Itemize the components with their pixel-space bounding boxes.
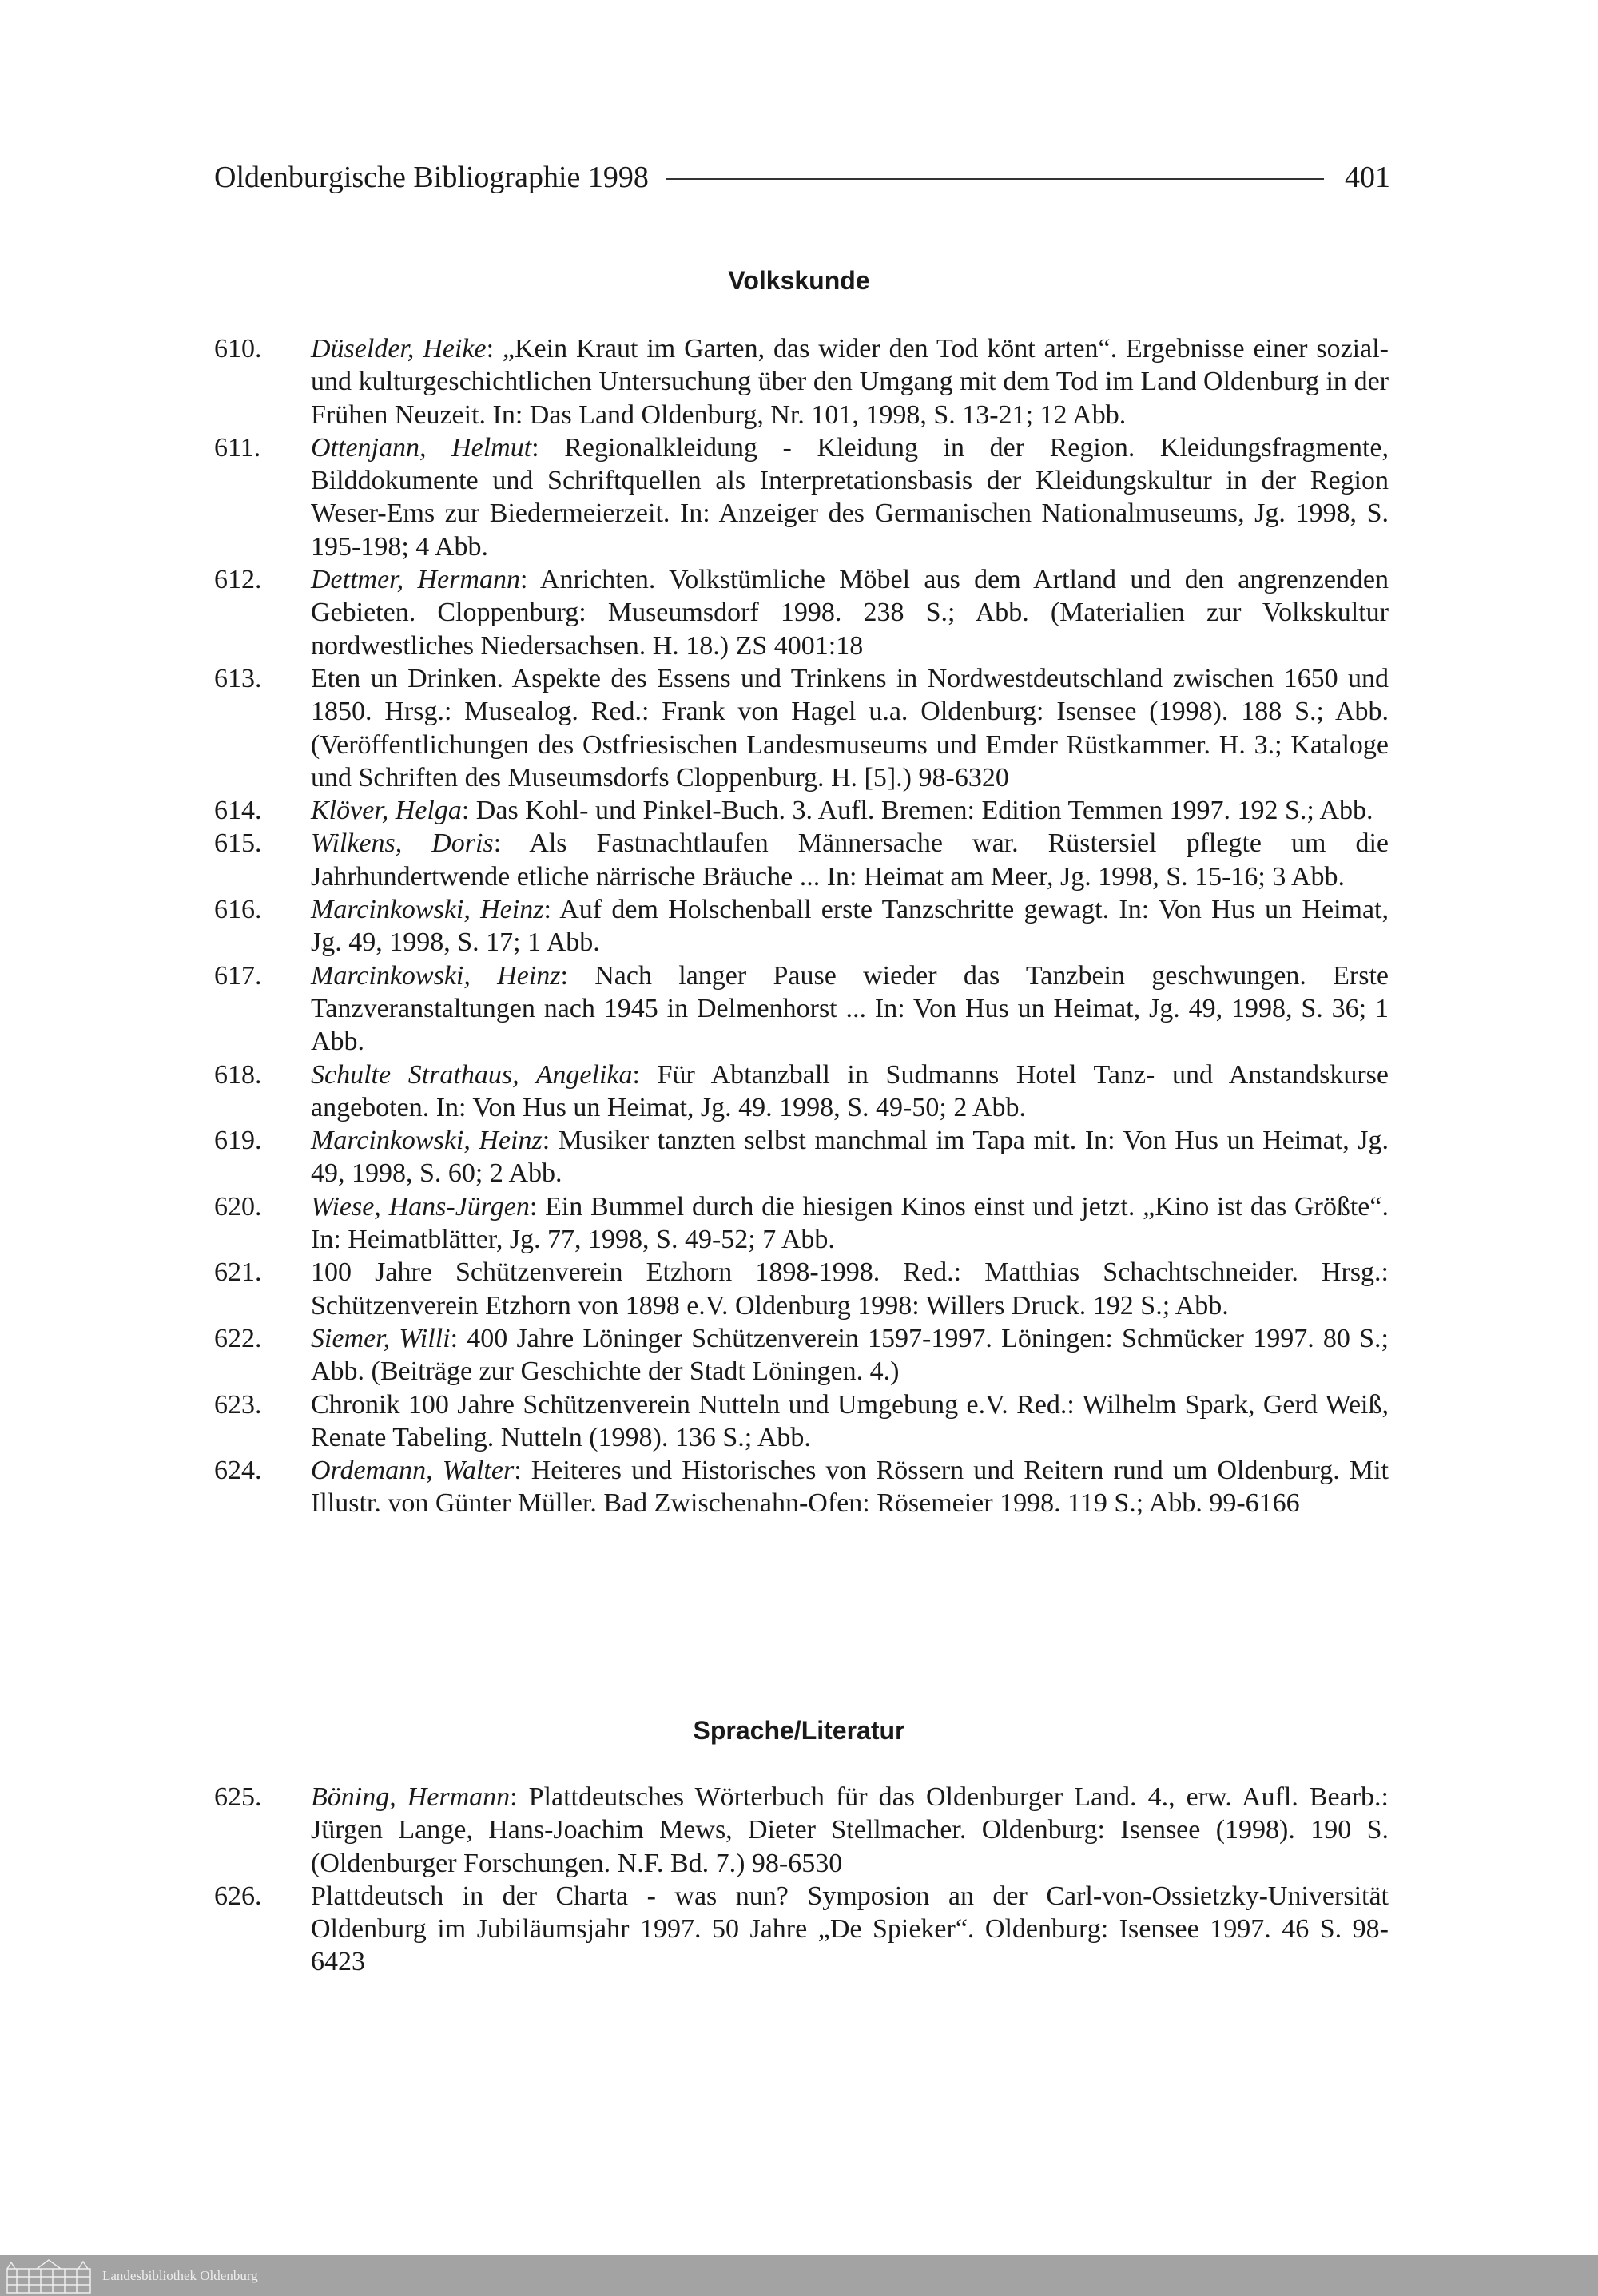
entry-author: Marcinkowski, Heinz	[311, 960, 561, 991]
entry-text	[311, 1322, 1389, 1388]
entry-author: Wilkens, Doris	[311, 828, 494, 859]
entry-text	[311, 1454, 1389, 1520]
bibliography-entry	[214, 1880, 1389, 1979]
entries-volkskunde	[214, 332, 1389, 1520]
entry-text	[311, 563, 1389, 662]
entry-body: : Regionalkleidung - Kleidung in der Region. Kleidungsfragmente, Bilddokumente und Schriftquellen als Interpretationsbasis der Kleidungskultur in der Region Weser-Ems zur Biedermeierzeit. In: Anzeiger des Germanischen Nationalmuseums, Jg. 1998, S. 195-198; 4 Abb.	[311, 432, 1389, 562]
entry-number: 617.	[214, 960, 262, 991]
entry-number: 616.	[214, 895, 262, 925]
entry-body: Chronik 100 Jahre Schützenverein Nutteln und Umgebung e.V. Red.: Wilhelm Spark, Gerd Weiß, Renate Tabeling. Nutteln (1998). 136 S.; Abb.	[311, 1389, 1389, 1452]
bibliography-entry	[214, 1322, 1389, 1388]
entry-number: 621.	[214, 1257, 262, 1288]
entry-text	[311, 1880, 1389, 1979]
entry-text	[311, 332, 1389, 431]
entry-number: 611.	[214, 432, 261, 463]
entry-body: : Für Abtanzball in Sudmanns Hotel Tanz- und Anstandskurse angeboten. In: Von Hus un Heimat, Jg. 49. 1998, S. 49-50; 2 Abb.	[311, 1059, 1389, 1122]
entry-body: : Heiteres und Historisches von Rössern und Reitern rund um Oldenburg. Mit Illustr. von Günter Müller. Bad Zwischenahn-Ofen: Rösemeier 1998. 119 S.; Abb. 99-6166	[311, 1456, 1389, 1519]
entry-body: : Musiker tanzten selbst manchmal im Tapa mit. In: Von Hus un Heimat, Jg. 49, 1998, S. 60; 2 Abb.	[311, 1126, 1389, 1189]
entry-number: 624.	[214, 1456, 262, 1486]
entry-body: : Plattdeutsches Wörterbuch für das Oldenburger Land. 4., erw. Aufl. Bearb.: Jürgen Lange, Hans-Joachim Mews, Dieter Stellmacher. Oldenburg: Isensee (1998). 190 S. (Oldenburger Forschungen. N.F. Bd. 7.) 98-6530	[311, 1782, 1389, 1878]
entry-text	[311, 827, 1389, 893]
entry-body: Eten un Drinken. Aspekte des Essens und Trinkens in Nordwestdeutschland zwischen 1650 und 1850. Hrsg.: Musealog. Red.: Frank von Hagel u.a. Oldenburg: Isensee (1998). 188 S.; Abb. (Veröffentlichungen des Ostfriesischen Landesmuseums und Emder Rüstkammer. H. 3.; Kataloge und Schriften des Museumsdorfs Cloppenburg. H. [5].) 98-6320	[311, 663, 1389, 792]
entry-number: 615.	[214, 828, 262, 859]
entry-text	[311, 1388, 1389, 1455]
entry-body: : Als Fastnachtlaufen Männersache war. Rüstersiel pflegte um die Jahrhundertwende etliche närrische Bräuche ... In: Heimat am Meer, Jg. 1998, S. 15-16; 3 Abb.	[311, 828, 1389, 892]
bibliography-entry	[214, 1190, 1389, 1257]
bibliography-entry	[214, 431, 1389, 563]
entry-author: Wiese, Hans-Jürgen	[311, 1191, 530, 1221]
entry-number: 612.	[214, 565, 262, 595]
entry-author: Siemer, Willi	[311, 1323, 451, 1353]
entries-sprache-literatur	[214, 1781, 1389, 1979]
page-number: 401	[1345, 161, 1390, 194]
entry-number: 613.	[214, 663, 262, 693]
running-header	[214, 160, 1390, 195]
entry-number: 625.	[214, 1782, 262, 1812]
entry-body: 100 Jahre Schützenverein Etzhorn 1898-1998. Red.: Matthias Schachtschneider. Hrsg.: Schützenverein Etzhorn von 1898 e.V. Oldenburg 1998: Willers Druck. 192 S.; Abb.	[311, 1257, 1389, 1321]
entry-author: Klöver, Helga	[311, 796, 462, 826]
entry-number: 623.	[214, 1389, 262, 1420]
entry-author: Düselder, Heike	[311, 334, 487, 363]
entry-number: 619.	[214, 1126, 262, 1156]
entry-body: : Das Kohl- und Pinkel-Buch. 3. Aufl. Bremen: Edition Temmen 1997. 192 S.; Abb.	[461, 796, 1373, 826]
bibliography-entry	[214, 794, 1389, 827]
entry-text	[311, 1190, 1389, 1257]
entry-text	[311, 959, 1389, 1059]
section-title-volkskunde: Volkskunde	[728, 266, 870, 295]
entry-text	[311, 1059, 1389, 1125]
entry-body: : Ein Bummel durch die hiesigen Kinos einst und jetzt. „Kino ist das Größte“. In: Heimatblätter, Jg. 77, 1998, S. 49-52; 7 Abb.	[311, 1191, 1389, 1255]
entry-author: Ottenjann, Helmut	[311, 432, 532, 463]
library-name: Landesbibliothek Oldenburg	[102, 2267, 258, 2283]
entry-text	[311, 794, 1389, 827]
entry-body: : Nach langer Pause wieder das Tanzbein geschwungen. Erste Tanzveranstaltungen nach 1945 in Delmenhorst ... In: Von Hus un Heimat, Jg. 49, 1998, S. 36; 1 Abb.	[311, 960, 1389, 1057]
entry-author: Dettmer, Hermann	[311, 565, 520, 595]
footer-bar	[0, 2255, 1598, 2296]
entry-number: 622.	[214, 1323, 262, 1353]
bibliography-entry	[214, 1256, 1389, 1322]
entry-body: Plattdeutsch in der Charta - was nun? Symposion an der Carl-von-Ossietzky-Universität Oldenburg im Jubiläumsjahr 1997. 50 Jahre „De Spieker“. Oldenburg: Isensee 1997. 46 S. 98-6423	[311, 1881, 1389, 1977]
bibliography-entry	[214, 1124, 1389, 1190]
entry-body: : Anrichten. Volkstümliche Möbel aus dem Artland und den angrenzenden Gebieten. Cloppenburg: Museumsdorf 1998. 238 S.; Abb. (Materialien zur Volkskultur nordwestliches Niedersachsen. H. 18.) ZS 4001:18	[311, 565, 1389, 661]
bibliography-entry	[214, 1059, 1389, 1125]
header-rule	[666, 178, 1324, 180]
bibliography-entry	[214, 893, 1389, 959]
entry-body: : 400 Jahre Löninger Schützenverein 1597-1997. Löningen: Schmücker 1997. 80 S.; Abb. (Beiträge zur Geschichte der Stadt Löningen. 4.)	[311, 1323, 1389, 1387]
header-title: Oldenburgische Bibliographie 1998	[214, 161, 649, 194]
entry-number: 614.	[214, 796, 262, 826]
entry-number: 626.	[214, 1881, 262, 1911]
entry-body: : „Kein Kraut im Garten, das wider den Tod könt arten“. Ergebnisse einer sozial- und kulturgeschichtlichen Untersuchung über den Umgang mit dem Tod im Land Oldenburg in der Frühen Neuzeit. In: Das Land Oldenburg, Nr. 101, 1998, S. 13-21; 12 Abb.	[311, 334, 1389, 430]
bibliography-entry	[214, 1781, 1389, 1880]
entry-author: Marcinkowski, Heinz	[311, 895, 544, 925]
entry-author: Marcinkowski, Heinz	[311, 1126, 543, 1156]
entry-author: Ordemann, Walter	[311, 1456, 515, 1486]
library-building-logo-icon	[5, 2258, 93, 2294]
entry-text	[311, 1124, 1389, 1190]
entry-number: 620.	[214, 1191, 262, 1221]
bibliography-entry	[214, 1454, 1389, 1520]
bibliography-entry	[214, 563, 1389, 662]
bibliography-entry	[214, 827, 1389, 893]
entry-text	[311, 431, 1389, 563]
entry-text	[311, 662, 1389, 794]
bibliography-entry	[214, 662, 1389, 794]
entry-body: : Auf dem Holschenball erste Tanzschritte gewagt. In: Von Hus un Heimat, Jg. 49, 1998, S. 17; 1 Abb.	[311, 895, 1389, 958]
section-title-sprache-literatur: Sprache/Literatur	[693, 1716, 905, 1745]
entry-author: Schulte Strathaus, Angelika	[311, 1059, 633, 1090]
bibliography-entry	[214, 959, 1389, 1059]
entry-text	[311, 893, 1389, 959]
entry-text	[311, 1256, 1389, 1322]
entry-number: 610.	[214, 334, 262, 363]
entry-text	[311, 1781, 1389, 1880]
entry-number: 618.	[214, 1059, 262, 1090]
bibliography-entry	[214, 332, 1389, 431]
entry-author: Böning, Hermann	[311, 1782, 511, 1812]
bibliography-entry	[214, 1388, 1389, 1455]
